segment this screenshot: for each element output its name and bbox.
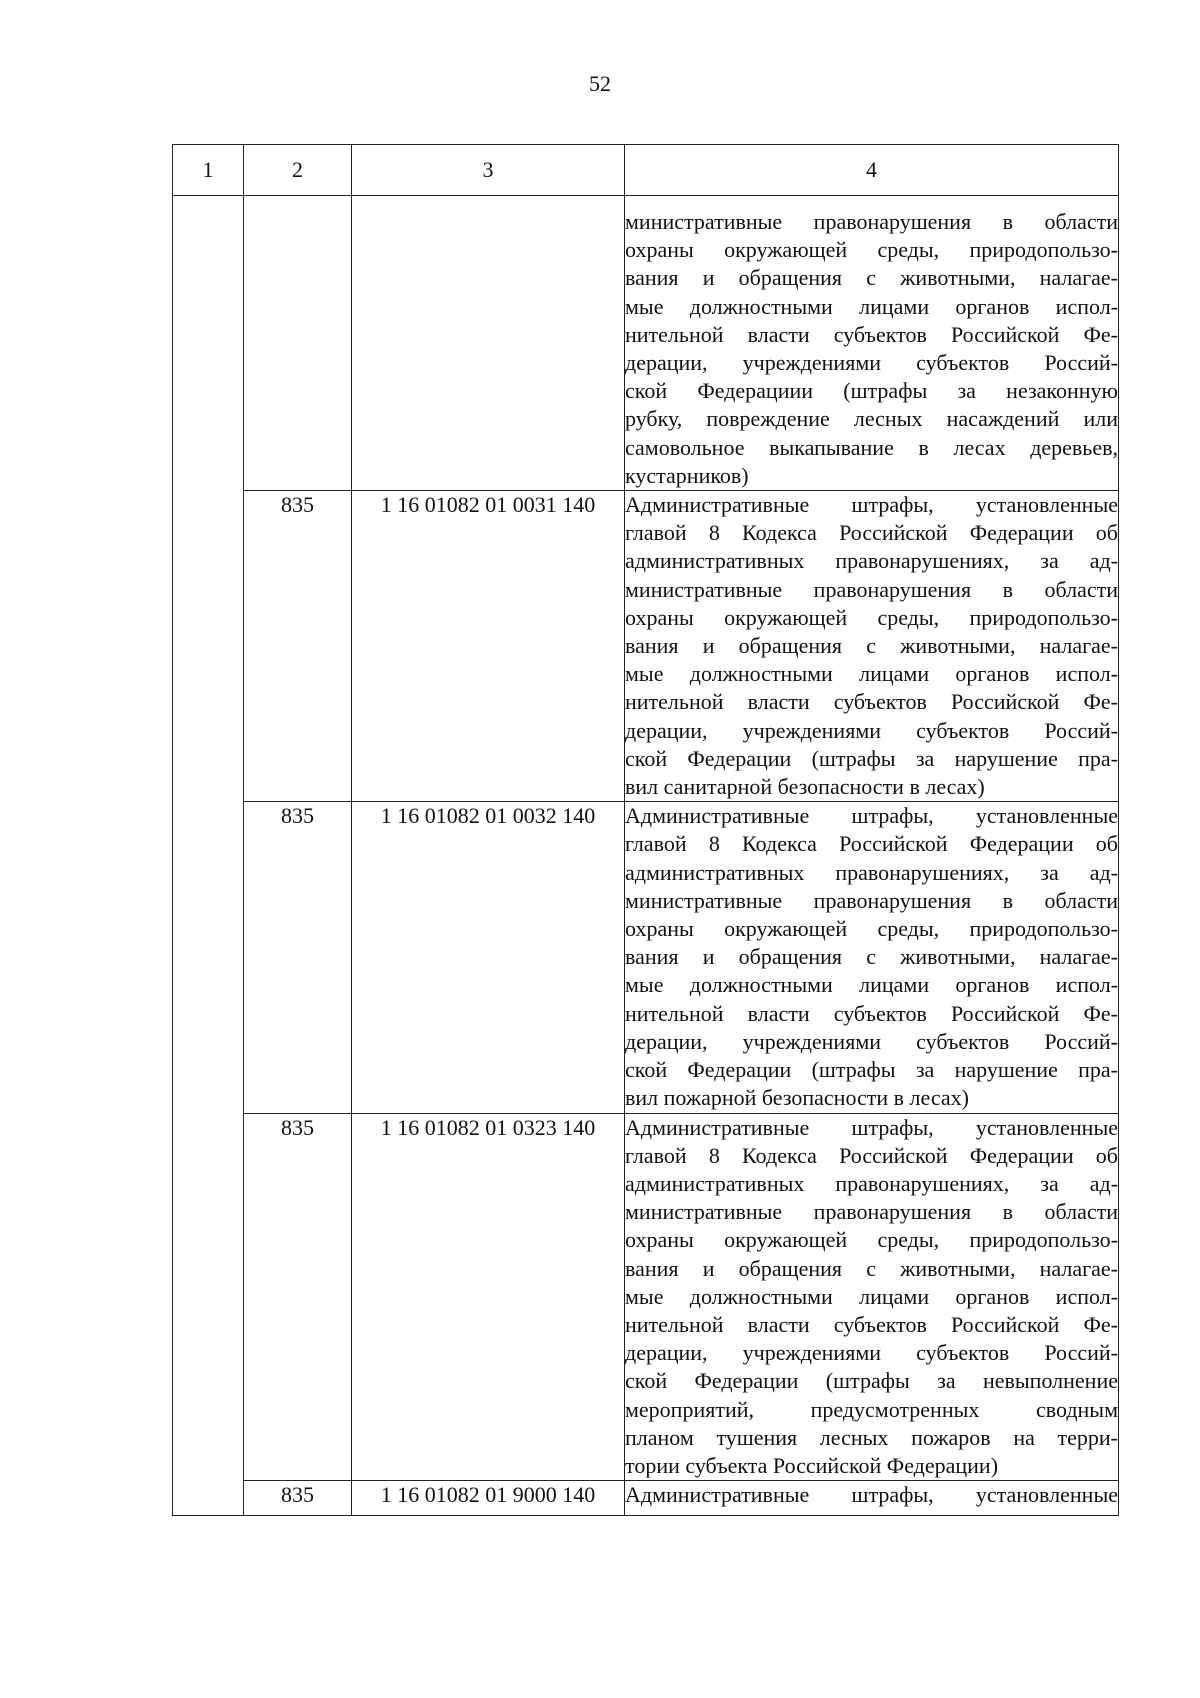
description-line: главой 8 Кодекса Российской Федерации об xyxy=(625,831,1118,857)
description-line: мые должностными лицами органов испол- xyxy=(625,972,1118,998)
description-line: министративные правонарушения в области xyxy=(625,576,1118,602)
description-line: ской Федерации (штрафы за нарушение пра- xyxy=(625,745,1118,771)
description-line: нительной власти субъектов Российской Фе- xyxy=(625,1311,1118,1337)
description-cell xyxy=(625,1113,1119,1481)
description-line: Административные штрафы, установленные xyxy=(625,1482,1118,1508)
description-line: ской Федерациии (штрафы за незаконную xyxy=(625,378,1118,404)
description-line: планом тушения лесных пожаров на терри- xyxy=(625,1424,1118,1450)
description-line: дерации, учреждениями субъектов Россий- xyxy=(625,717,1118,743)
description-line: вания и обращения с животными, налагае- xyxy=(625,633,1118,659)
kbk-code-cell: 1 16 01082 01 9000 140 xyxy=(352,1481,625,1516)
description-line: рубку, повреждение лесных насаждений или xyxy=(625,406,1118,432)
kbk-code-cell: 1 16 01082 01 0323 140 xyxy=(352,1113,625,1481)
admin-code-cell: 835 xyxy=(244,491,352,802)
description-line: ской Федерации (штрафы за нарушение пра- xyxy=(625,1057,1118,1083)
description-line: кустарников) xyxy=(625,462,749,488)
table-row xyxy=(173,1113,1119,1481)
description-line: министративные правонарушения в области xyxy=(625,209,1118,234)
description-line: мые должностными лицами органов испол- xyxy=(625,661,1118,687)
description-cell xyxy=(625,196,1119,491)
description-line: министративные правонарушения в области xyxy=(625,887,1118,913)
description-line: нительной власти субъектов Российской Фе- xyxy=(625,321,1118,347)
description-line: главой 8 Кодекса Российской Федерации об xyxy=(625,1142,1118,1168)
description-line: дерации, учреждениями субъектов Россий- xyxy=(625,1340,1118,1366)
page-number: 52 xyxy=(589,71,611,96)
column-header-3: 3 xyxy=(352,145,625,196)
description-line: дерации, учреждениями субъектов Россий- xyxy=(625,350,1118,376)
column-header-2: 2 xyxy=(244,145,352,196)
table-header-row xyxy=(173,145,1119,196)
description-line: вил санитарной безопасности в лесах) xyxy=(625,774,985,800)
table-row xyxy=(173,1481,1119,1516)
description-line: Административные штрафы, установленные xyxy=(625,803,1118,829)
description-line: нительной власти субъектов Российской Фе- xyxy=(625,1000,1118,1026)
description-line: административных правонарушениях, за ад- xyxy=(625,1170,1118,1196)
description-line: вания и обращения с животными, налагае- xyxy=(625,1255,1118,1281)
kbk-code-cell: 1 16 01082 01 0032 140 xyxy=(352,802,625,1113)
description-line: административных правонарушениях, за ад- xyxy=(625,859,1118,885)
table-row xyxy=(173,802,1119,1113)
description-line: Административные штрафы, установленные xyxy=(625,1114,1118,1140)
admin-code-cell: 835 xyxy=(244,1481,352,1516)
table-row xyxy=(173,196,1119,491)
description-line: Административные штрафы, установленные xyxy=(625,492,1118,518)
admin-code-cell: 835 xyxy=(244,802,352,1113)
description-line: ской Федерации (штрафы за невыполнение xyxy=(625,1368,1118,1394)
description-cell xyxy=(625,1481,1119,1516)
column-header-1: 1 xyxy=(173,145,244,196)
description-line: тории субъекта Российской Федерации) xyxy=(625,1452,999,1478)
kbk-code-cell: 1 16 01082 01 0031 140 xyxy=(352,491,625,802)
table-body xyxy=(173,196,1119,1516)
description-line: мероприятий, предусмотренных сводным xyxy=(625,1396,1118,1422)
description-line: самовольное выкапывание в лесах деревьев, xyxy=(625,434,1118,460)
description-line: министративные правонарушения в области xyxy=(625,1199,1118,1225)
budget-classification-table xyxy=(172,144,1119,1516)
description-line: главой 8 Кодекса Российской Федерации об xyxy=(625,520,1118,546)
description-line: мые должностными лицами органов испол- xyxy=(625,293,1118,319)
description-line: охраны окружающей среды, природопользо- xyxy=(625,604,1118,630)
description-line: мые должностными лицами органов испол- xyxy=(625,1283,1118,1309)
admin-code-cell: 835 xyxy=(244,1113,352,1481)
description-line: охраны окружающей среды, природопользо- xyxy=(625,237,1118,263)
description-line: вил пожарной безопасности в лесах) xyxy=(625,1085,969,1111)
description-cell xyxy=(625,802,1119,1113)
description-line: вания и обращения с животными, налагае- xyxy=(625,944,1118,970)
kbk-code-cell xyxy=(352,196,625,491)
description-line: дерации, учреждениями субъектов Россий- xyxy=(625,1028,1118,1054)
admin-code-cell xyxy=(244,196,352,491)
description-line: охраны окружающей среды, природопользо- xyxy=(625,916,1118,942)
column-1-cell xyxy=(173,196,244,1516)
column-header-4: 4 xyxy=(625,145,1119,196)
description-line: вания и обращения с животными, налагае- xyxy=(625,265,1118,291)
table-row xyxy=(173,491,1119,802)
description-line: нительной власти субъектов Российской Фе- xyxy=(625,689,1118,715)
description-line: административных правонарушениях, за ад- xyxy=(625,548,1118,574)
description-cell xyxy=(625,491,1119,802)
description-line: охраны окружающей среды, природопользо- xyxy=(625,1227,1118,1253)
